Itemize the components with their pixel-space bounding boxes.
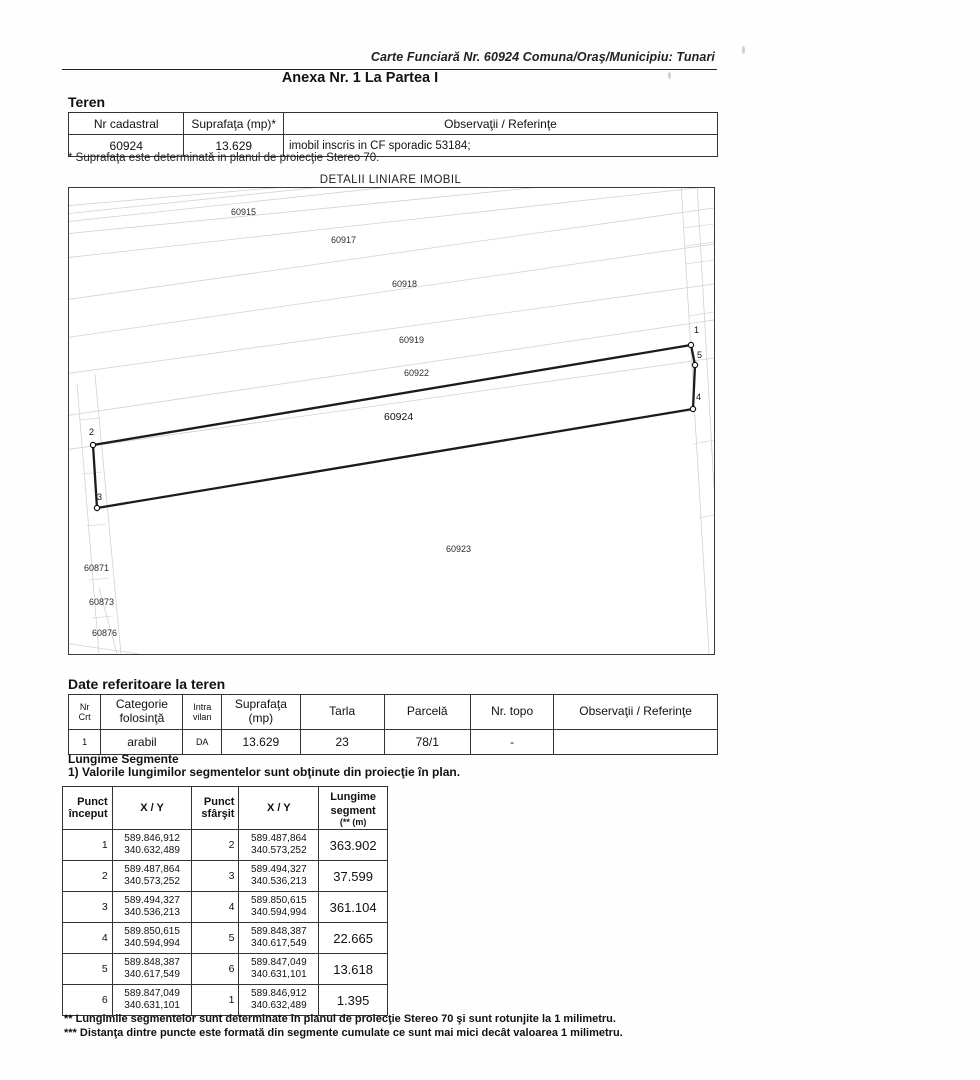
suprafata-footnote: * Suprafaţa este determinată in planul de proiecţie Stereo 70.: [68, 152, 380, 164]
footnote-lungimi: ** Lungimile segmentelor sunt determinate în planul de proiecţie Stereo 70 şi sunt rotunjite la 1 milimetru.: [64, 1013, 616, 1025]
cell-nr-topo: -: [471, 730, 554, 755]
cell-end-xy: [239, 861, 319, 892]
cell-end-point: 6: [192, 954, 239, 985]
col-nr-topo: Nr. topo: [471, 695, 554, 730]
col-suprafata-line2: (mp): [248, 711, 274, 725]
cell-end-point: 4: [192, 892, 239, 923]
col-parcela: Parcelă: [384, 695, 470, 730]
vertex-marker-4: [690, 406, 695, 411]
cell-end-xy: [239, 985, 319, 1016]
date-teren-table: [68, 694, 718, 755]
map-label-60871: 60871: [84, 563, 110, 573]
col-punct-inceput-line2: început: [68, 808, 108, 821]
col-punct-sfarsit: [192, 787, 239, 830]
map-label-60915: 60915: [231, 207, 257, 217]
cell-nr-crt: 1: [69, 730, 101, 755]
cell-length: 361.104: [319, 892, 388, 923]
cell-end-xy: [239, 892, 319, 923]
col-nr-crt-line2: Crt: [78, 712, 91, 722]
cell-start-xy: [112, 830, 192, 861]
col-lungime-line2: segment: [330, 805, 376, 818]
cell-start-xy: [112, 985, 192, 1016]
col-lungime-segment: [319, 787, 388, 830]
segments-section-note: 1) Valorile lungimilor segmentelor sunt obţinute din proiecţie în plan.: [68, 765, 461, 779]
map-label-60876: 60876: [92, 628, 118, 638]
col-intravilan-line1: Intra: [193, 701, 212, 712]
cell-end-x: 589.848,387: [251, 925, 307, 937]
cell-end-x: 589.847,049: [251, 956, 307, 968]
cell-end-y: 340.573,252: [251, 845, 307, 857]
cell-start-y: 340.631,101: [124, 1000, 180, 1012]
cell-end-xy: [239, 954, 319, 985]
map-label-60923: 60923: [446, 544, 472, 554]
cell-end-y: 340.632,489: [251, 1000, 307, 1012]
cell-start-y: 340.632,489: [124, 845, 180, 857]
teren-section-label: Teren: [68, 94, 106, 110]
cell-suprafata: 13.629: [221, 730, 300, 755]
map-label-60922: 60922: [404, 368, 430, 378]
vertex-label-3: 3: [97, 492, 103, 502]
cell-start-point: 1: [63, 830, 113, 861]
cell-end-point: 3: [192, 861, 239, 892]
carte-funciara-header: Carte Funciară Nr. 60924 Comuna/Oraş/Municipiu: Tunari: [370, 50, 715, 64]
cell-start-xy: [112, 861, 192, 892]
cell-end-x: 589.850,615: [251, 894, 307, 906]
vertex-label-4: 4: [696, 392, 702, 402]
col-punct-sfarsit-line2: sfârşit: [201, 808, 235, 821]
cell-start-point: 6: [63, 985, 113, 1016]
vertex-marker-1: [688, 342, 693, 347]
col-intravilan: [183, 695, 221, 730]
cell-end-y: 340.594,994: [251, 907, 307, 919]
cell-length: 37.599: [319, 861, 388, 892]
cadastral-map: [68, 187, 715, 655]
cell-nr-cadastral: 60924: [69, 135, 184, 157]
col-lungime-line1: Lungime: [330, 791, 377, 803]
table-row: [63, 861, 388, 892]
table-row: [69, 730, 718, 755]
main-parcel-outline: [93, 345, 695, 508]
col-categorie: [101, 695, 183, 730]
cell-start-y: 340.536,213: [124, 907, 180, 919]
cell-length: 22.665: [319, 923, 388, 954]
cell-start-x: 589.848,387: [124, 956, 180, 968]
cell-start-y: 340.617,549: [124, 969, 180, 981]
cell-length: 13.618: [319, 954, 388, 985]
cell-start-xy: [112, 923, 192, 954]
map-label-60917: 60917: [331, 235, 357, 245]
cell-observatii: imobil inscris in CF sporadic 53184;: [284, 135, 718, 157]
cell-start-xy: [112, 892, 192, 923]
cell-end-y: 340.617,549: [251, 938, 307, 950]
table-row: [63, 892, 388, 923]
cell-end-xy: [239, 830, 319, 861]
col-lungime-line3: (** (m): [339, 816, 367, 827]
cell-start-x: 589.846,912: [124, 832, 180, 844]
map-label-60873: 60873: [89, 597, 115, 607]
cell-length: 363.902: [319, 830, 388, 861]
cell-end-y: 340.631,101: [251, 969, 307, 981]
teren-table: [68, 112, 718, 157]
cell-start-x: 589.494,327: [124, 894, 180, 906]
cell-start-point: 3: [63, 892, 113, 923]
col-punct-inceput-line1: Punct: [77, 796, 108, 809]
cell-start-x: 589.850,615: [124, 925, 180, 937]
map-svg: [69, 188, 714, 654]
vertex-marker-2: [90, 442, 95, 447]
table-header-row: [69, 113, 718, 135]
vertex-marker-5: [692, 362, 697, 367]
col-tarla: Tarla: [300, 695, 384, 730]
cell-end-point: 5: [192, 923, 239, 954]
cell-end-point: 1: [192, 985, 239, 1016]
scan-artifact: [668, 72, 671, 79]
left-parcel-ticks: [79, 418, 113, 618]
col-intravilan-line2: vilan: [192, 712, 212, 722]
table-row: [63, 954, 388, 985]
cell-end-point: 2: [192, 830, 239, 861]
page-title: Anexa Nr. 1 La Partea I: [281, 70, 439, 86]
segments-section-label: Lungime Segmente: [68, 752, 179, 766]
cell-end-x: 589.846,912: [251, 987, 307, 999]
cell-start-point: 5: [63, 954, 113, 985]
cell-start-y: 340.594,994: [124, 938, 180, 950]
col-punct-sfarsit-line1: Punct: [203, 796, 235, 809]
cell-suprafata: 13.629: [184, 135, 284, 157]
cell-intravilan: DA: [183, 730, 221, 755]
col-nr-cadastral: Nr cadastral: [69, 113, 184, 135]
vertex-label-5: 5: [697, 350, 703, 360]
vertex-marker-3: [94, 505, 99, 510]
cell-end-xy: [239, 923, 319, 954]
cell-start-y: 340.573,252: [124, 876, 180, 888]
col-categorie-line1: Categorie: [115, 697, 168, 712]
col-nr-crt: [69, 695, 101, 730]
cell-end-x: 589.494,327: [251, 863, 307, 875]
cell-end-y: 340.536,213: [251, 876, 307, 888]
segments-table: [62, 786, 388, 1016]
cell-end-x: 589.487,864: [251, 832, 307, 844]
table-row: [63, 830, 388, 861]
col-start-xy: X / Y: [112, 787, 192, 830]
col-categorie-line2: folosinţă: [119, 711, 165, 725]
map-label-60918: 60918: [392, 279, 418, 289]
cell-observatii: [554, 730, 718, 755]
table-row: [63, 923, 388, 954]
col-observatii: Observaţii / Referinţe: [554, 695, 718, 730]
scan-artifact: [742, 46, 745, 54]
cell-categorie: arabil: [101, 730, 183, 755]
col-end-xy: X / Y: [239, 787, 319, 830]
map-label-main-parcel: 60924: [384, 411, 414, 423]
date-teren-section-label: Date referitoare la teren: [68, 676, 226, 692]
cell-start-point: 4: [63, 923, 113, 954]
cell-start-x: 589.847,049: [124, 987, 180, 999]
footnote-distanta: *** Distanţa dintre puncte este formată din segmente cumulate ce sunt mai mici decât valoarea 1 milimetru.: [64, 1027, 623, 1039]
cell-length: 1.395: [319, 985, 388, 1016]
map-label-60919: 60919: [399, 335, 425, 345]
cell-start-x: 589.487,864: [124, 863, 180, 875]
cell-tarla: 23: [300, 730, 384, 755]
map-title: DETALII LINIARE IMOBIL: [319, 174, 462, 186]
col-observatii: Observaţii / Referinţe: [284, 113, 718, 135]
cell-start-point: 2: [63, 861, 113, 892]
table-row: [63, 985, 388, 1016]
col-nr-crt-line1: Nr: [79, 701, 90, 712]
vertex-label-2: 2: [89, 427, 95, 437]
col-suprafata: [221, 695, 300, 730]
col-suprafata: Suprafaţa (mp)*: [184, 113, 284, 135]
table-header-row: [63, 787, 388, 830]
col-suprafata-line1: Suprafaţa: [234, 697, 287, 712]
vertex-label-1: 1: [694, 325, 700, 335]
cell-start-xy: [112, 954, 192, 985]
table-header-row: [69, 695, 718, 730]
col-punct-inceput: [63, 787, 113, 830]
cell-parcela: 78/1: [384, 730, 470, 755]
